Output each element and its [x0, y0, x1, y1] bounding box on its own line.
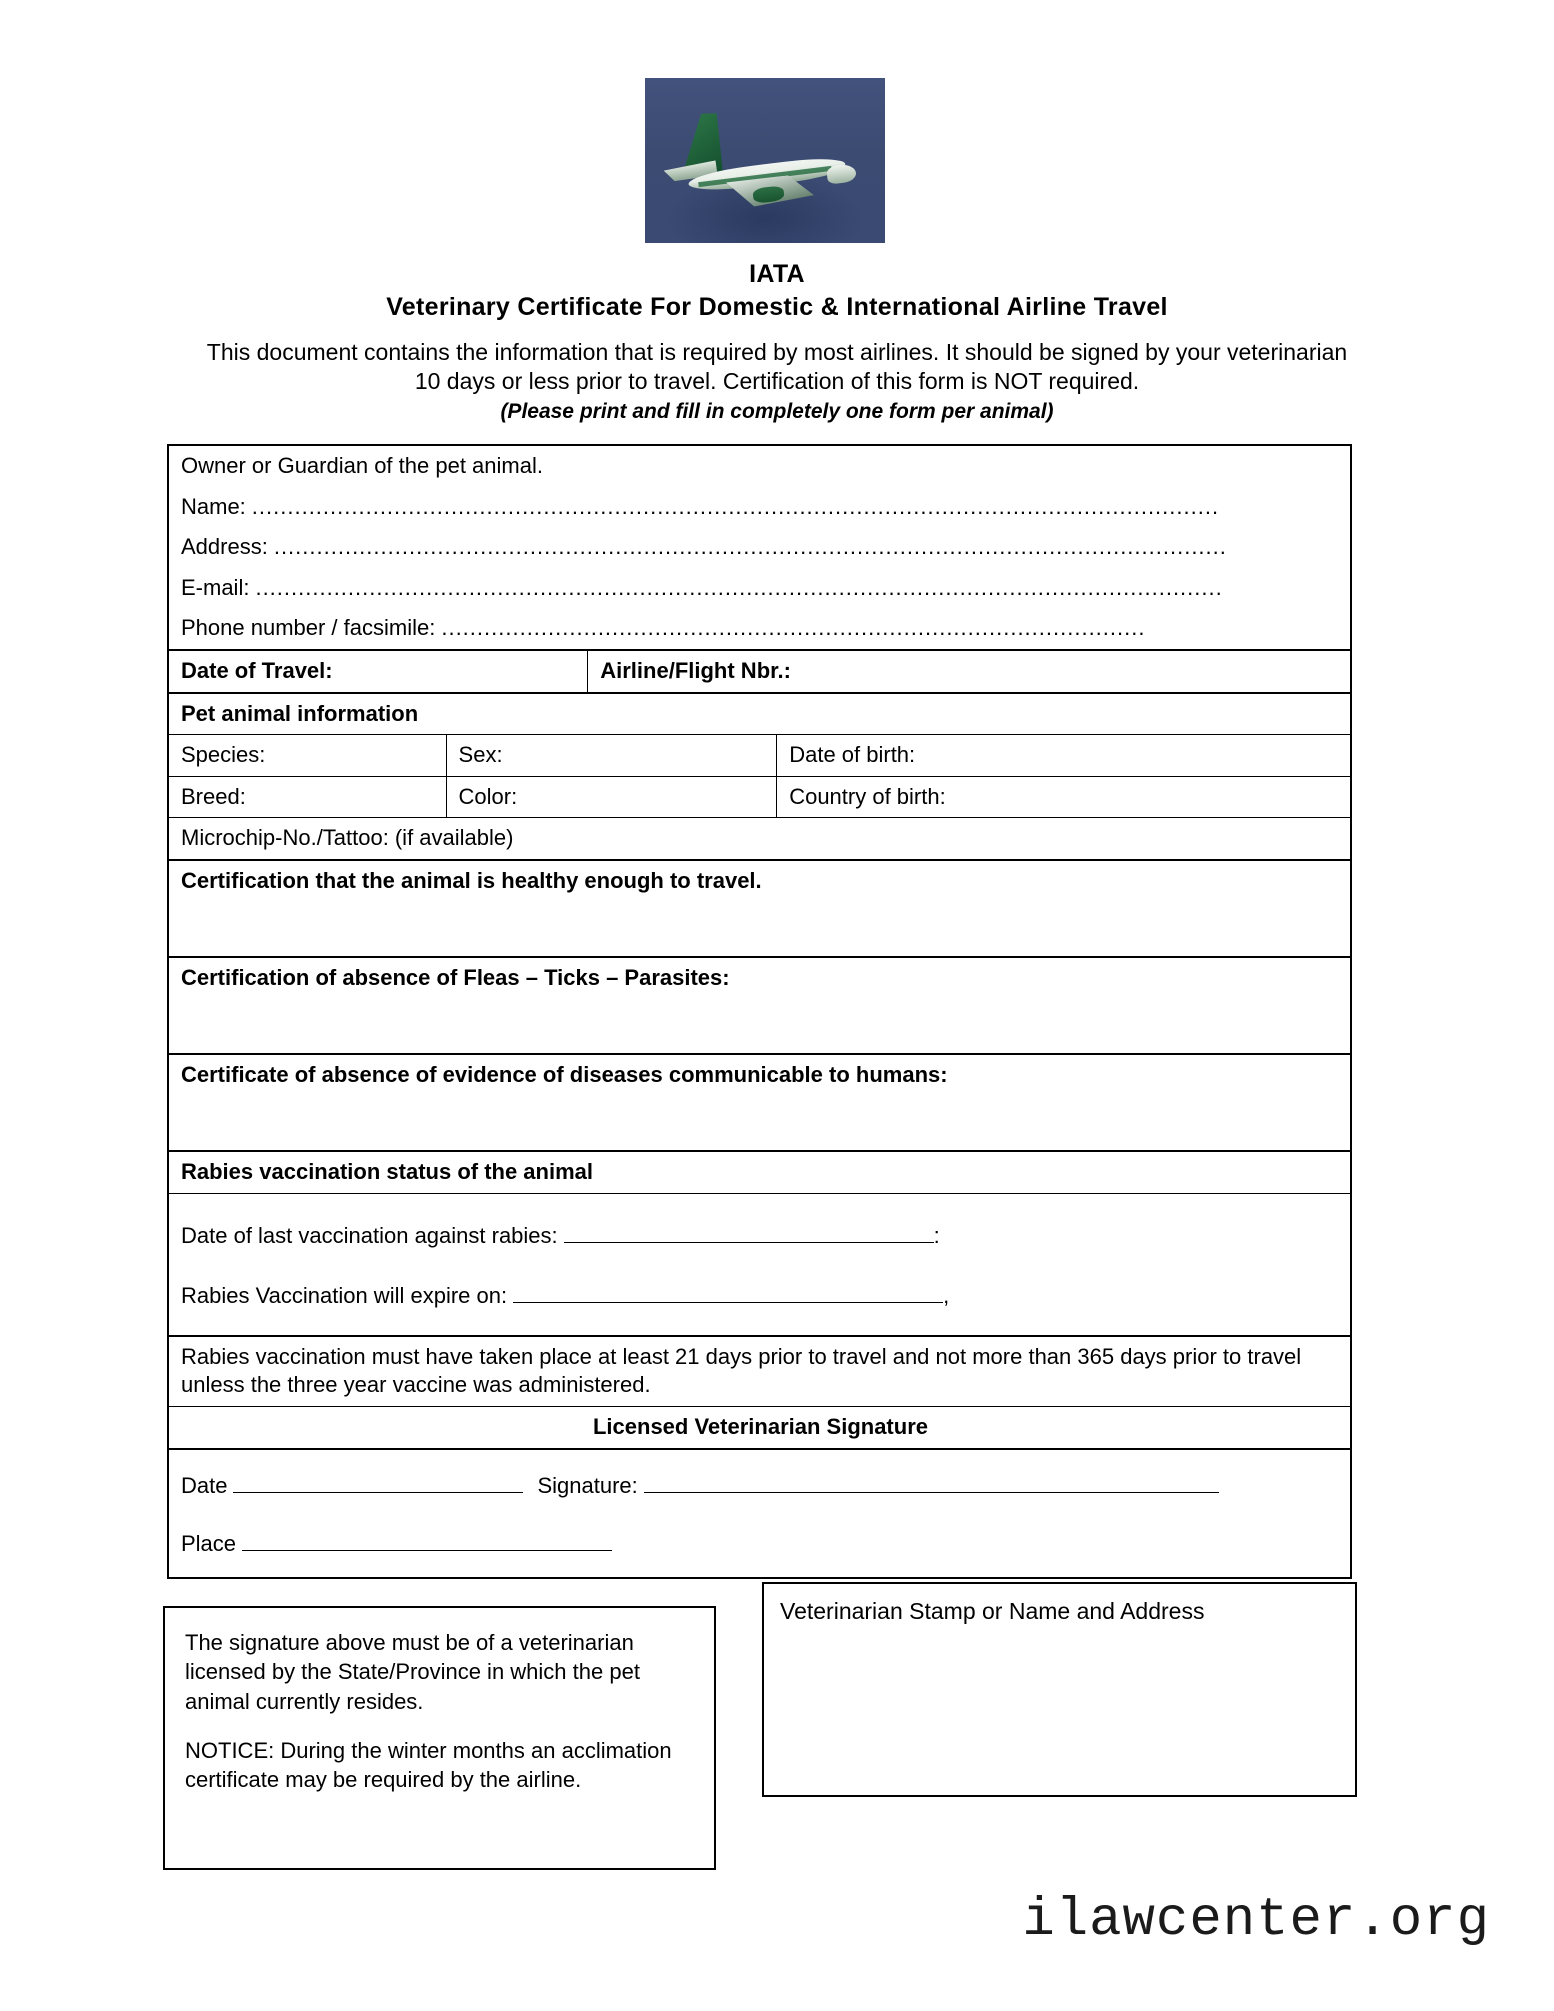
organization-name: IATA — [749, 260, 805, 288]
pet-section-heading: Pet animal information — [181, 700, 419, 726]
notice-paragraph-2: NOTICE: During the winter months an acclimation certificate may be required by the airline. — [185, 1737, 672, 1792]
rabies-last-vaccination-label: Date of last vaccination against rabies: — [181, 1222, 558, 1248]
airline-flight-field[interactable]: Airline/Flight Nbr.: — [600, 657, 791, 683]
color-field[interactable]: Color: — [447, 777, 778, 818]
rabies-last-vaccination-input[interactable] — [564, 1220, 934, 1243]
owner-phone-row — [169, 608, 1350, 651]
microchip-row — [169, 818, 1350, 861]
rabies-note: Rabies vaccination must have taken place at least 21 days prior to travel and not more than 365 days prior to travel unless the three year vaccine was administered. — [181, 1343, 1302, 1398]
plane-nose — [826, 164, 857, 186]
owner-phone-dots: ................................................................................................... — [441, 615, 1146, 641]
owner-address-label: Address: — [181, 534, 268, 560]
microchip-label: Microchip-No./Tattoo: — [181, 825, 389, 851]
owner-phone-field[interactable] — [169, 608, 1350, 649]
certification-communicable-block[interactable] — [169, 1055, 1350, 1150]
signature-place-line[interactable] — [181, 1528, 1340, 1559]
owner-phone-label: Phone number / facsimile: — [181, 615, 436, 641]
veterinarian-stamp-label: Veterinarian Stamp or Name and Address — [780, 1598, 1205, 1624]
rabies-fields-row — [169, 1194, 1350, 1337]
date-of-birth-field[interactable]: Date of birth: — [789, 742, 916, 768]
signature-input[interactable] — [644, 1470, 1219, 1493]
country-of-birth-field[interactable]: Country of birth: — [789, 783, 946, 809]
rabies-heading-row — [169, 1152, 1350, 1194]
owner-email-row — [169, 568, 1350, 609]
date-of-travel-field[interactable]: Date of Travel: — [169, 651, 588, 692]
certification-parasites-row — [169, 958, 1350, 1055]
site-watermark: ilawcenter.org — [1022, 1890, 1490, 1951]
rabies-expires-label: Rabies Vaccination will expire on: — [181, 1283, 508, 1309]
owner-address-dots: ...................................................................................................................................... — [273, 534, 1227, 560]
page-title: Veterinary Certificate For Domestic & International Airline Travel — [386, 293, 1168, 321]
rabies-section-heading: Rabies vaccination status of the animal — [181, 1158, 594, 1184]
certification-healthy-block[interactable] — [169, 861, 1350, 956]
signature-date-label: Date — [181, 1472, 228, 1498]
rabies-last-vaccination-field[interactable] — [181, 1220, 1340, 1251]
certification-parasites-block[interactable] — [169, 958, 1350, 1053]
signature-label: Signature: — [537, 1472, 638, 1498]
signature-place-input[interactable] — [242, 1528, 612, 1551]
travel-row — [169, 651, 1350, 694]
owner-address-field[interactable] — [169, 527, 1350, 568]
owner-section-heading: Owner or Guardian of the pet animal. — [181, 453, 543, 478]
notice-box — [163, 1606, 716, 1870]
owner-address-row — [169, 527, 1350, 568]
signature-date-input[interactable] — [233, 1470, 523, 1493]
signature-fields-block — [169, 1450, 1350, 1577]
owner-name-label: Name: — [181, 493, 246, 519]
intro-note: (Please print and fill in completely one form per animal) — [500, 399, 1054, 423]
breed-field[interactable]: Breed: — [169, 777, 447, 818]
rabies-expires-field[interactable] — [181, 1280, 1340, 1311]
intro-text: This document contains the information that is required by most airlines. It should be signed by your veterinarian 10 days or less prior to travel. Certification of this form is NOT required. — [206, 339, 1348, 395]
owner-name-dots: ........................................................................................................................................ — [251, 493, 1220, 519]
signature-heading-row — [169, 1407, 1350, 1450]
microchip-field[interactable] — [169, 818, 1350, 859]
airliner-photo-icon — [645, 78, 885, 243]
certification-parasites-heading: Certification of absence of Fleas – Ticks – Parasites: — [181, 964, 730, 990]
certification-healthy-heading: Certification that the animal is healthy enough to travel. — [181, 867, 762, 893]
notice-paragraph-1: The signature above must be of a veterinarian licensed by the State/Province in which the pet animal currently resides. — [185, 1630, 640, 1714]
signature-fields-row — [169, 1450, 1350, 1577]
certification-healthy-row — [169, 861, 1350, 958]
owner-heading-row — [169, 446, 1350, 487]
microchip-note: (if available) — [394, 825, 514, 851]
certificate-form — [167, 444, 1352, 1579]
rabies-expires-input[interactable] — [513, 1280, 943, 1303]
owner-email-dots: ........................................................................................................................................ — [255, 574, 1223, 600]
pet-row-1 — [169, 735, 1350, 777]
owner-name-field[interactable] — [169, 487, 1350, 528]
rabies-last-vaccination-suffix: : — [933, 1222, 940, 1248]
pet-section-heading-row — [169, 694, 1350, 736]
pet-row-2 — [169, 777, 1350, 819]
sex-field[interactable]: Sex: — [447, 735, 778, 776]
owner-name-row — [169, 487, 1350, 528]
certification-communicable-row — [169, 1055, 1350, 1152]
signature-date-line[interactable] — [181, 1470, 1340, 1501]
owner-email-label: E-mail: — [181, 574, 250, 600]
rabies-note-row — [169, 1337, 1350, 1407]
signature-section-heading: Licensed Veterinarian Signature — [592, 1413, 928, 1439]
rabies-expires-suffix: , — [943, 1283, 950, 1309]
signature-place-label: Place — [181, 1531, 237, 1557]
owner-email-field[interactable] — [169, 568, 1350, 609]
rabies-fields-block — [169, 1194, 1350, 1335]
notice-spacer — [185, 1716, 696, 1736]
species-field[interactable]: Species: — [169, 735, 447, 776]
veterinarian-stamp-box[interactable] — [762, 1582, 1357, 1797]
airline-logo — [645, 78, 885, 248]
certification-communicable-heading: Certificate of absence of evidence of diseases communicable to humans: — [181, 1061, 948, 1087]
